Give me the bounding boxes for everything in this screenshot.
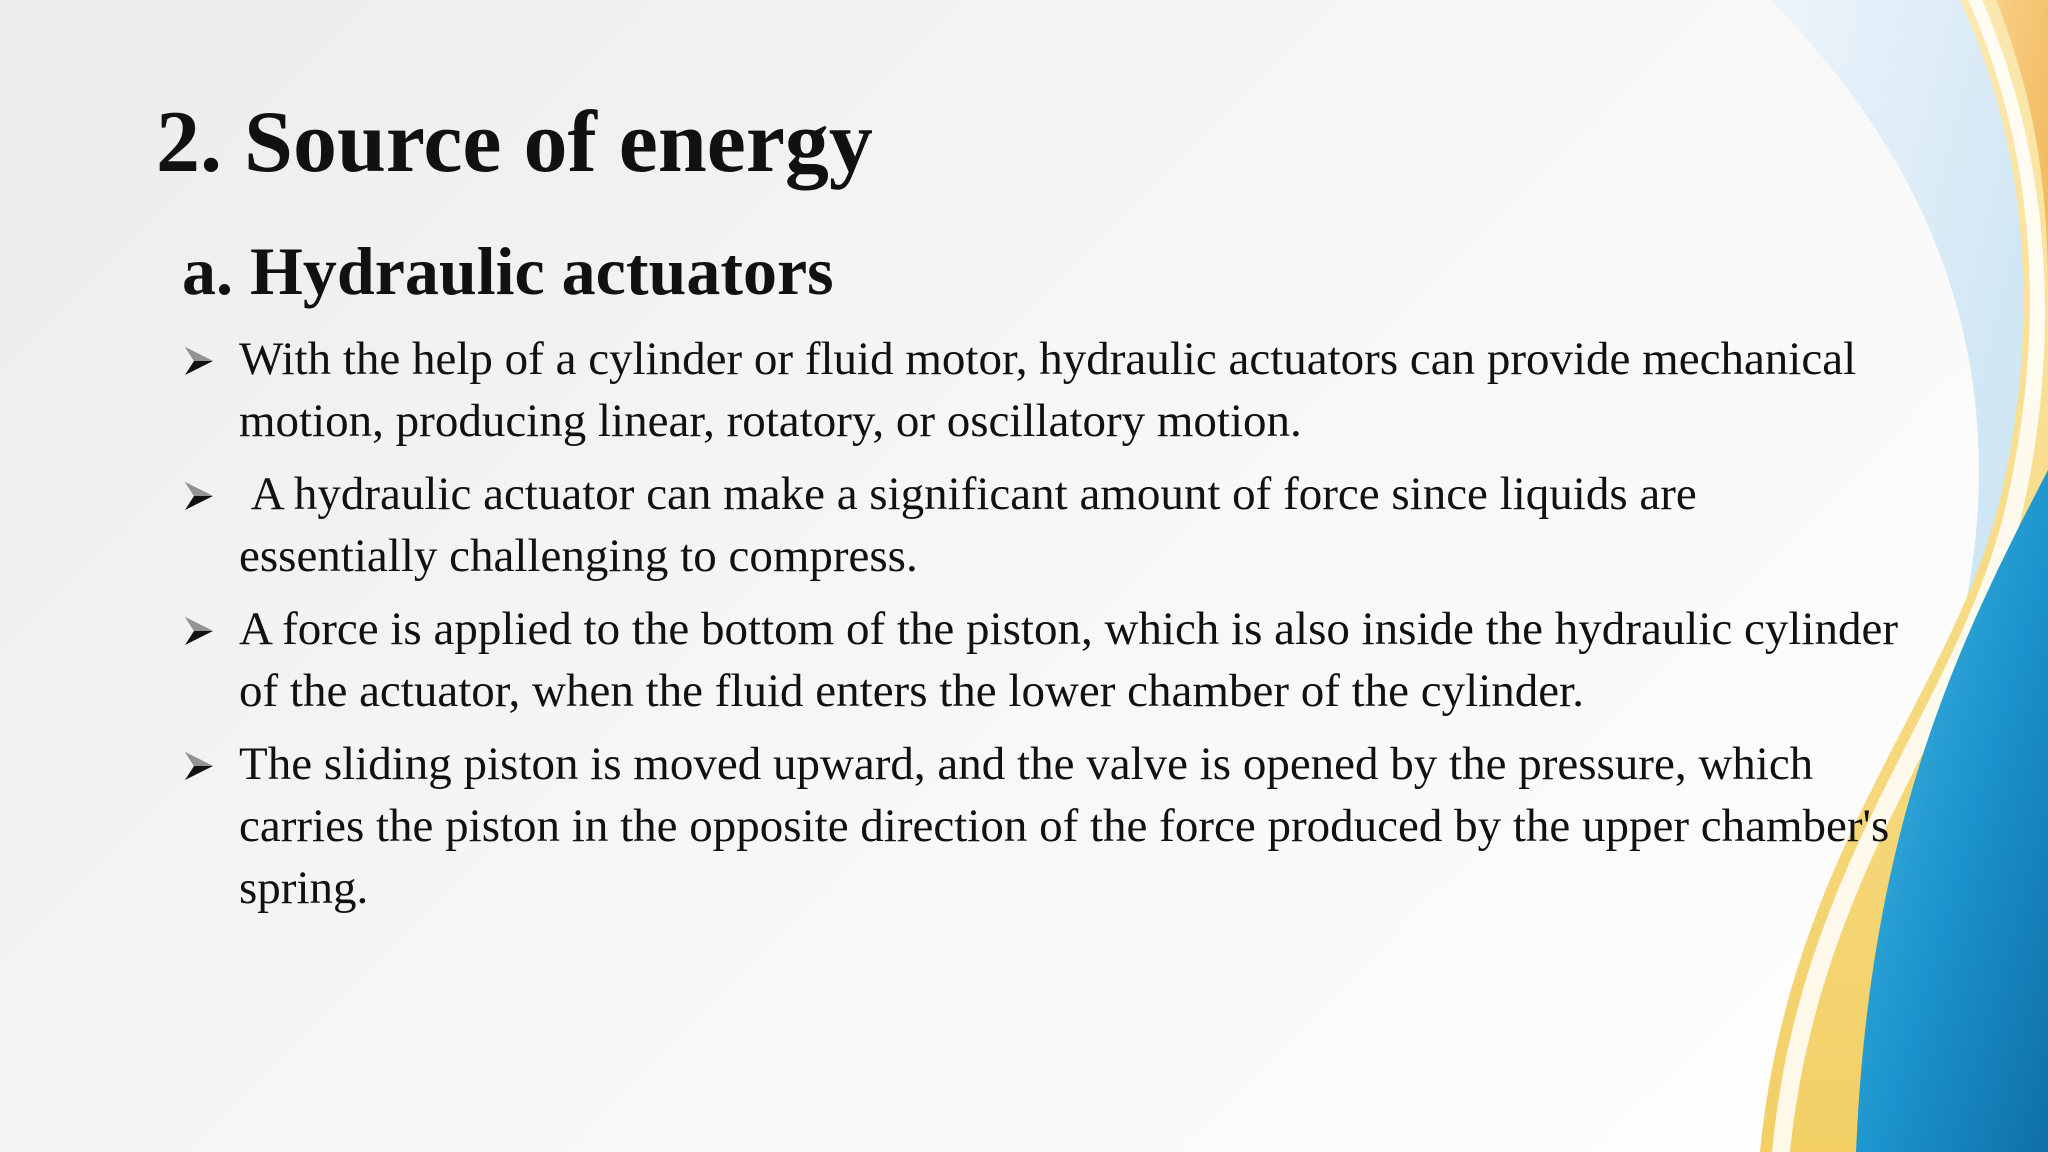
- bullet-item: [182, 463, 1902, 587]
- section-subtitle: a. Hydraulic actuators: [182, 233, 834, 309]
- bullet-list: [182, 328, 1902, 930]
- bullet-text: With the help of a cylinder or fluid motor, hydraulic actuators can provide mechanical motion, producing linear, rotatory, or oscillatory motion.: [239, 333, 1857, 447]
- bullet-item: [182, 598, 1902, 722]
- bullet-text: A hydraulic actuator can make a significant amount of force since liquids are essentially challenging to compress.: [239, 468, 1709, 582]
- arrow-bullet-icon: [182, 749, 216, 783]
- bullet-text: A force is applied to the bottom of the piston, which is also inside the hydraulic cylinder of the actuator, when the fluid enters the lower chamber of the cylinder.: [239, 603, 1899, 717]
- bullet-text: The sliding piston is moved upward, and the valve is opened by the pressure, which carries the piston in the opposite direction of the force produced by the upper chamber's spring.: [239, 738, 1890, 914]
- bullet-item: [182, 733, 1902, 919]
- arrow-bullet-icon: [182, 614, 216, 648]
- slide-title: 2. Source of energy: [156, 94, 873, 191]
- bullet-item: [182, 328, 1902, 452]
- arrow-bullet-icon: [182, 479, 216, 513]
- arrow-bullet-icon: [182, 344, 216, 378]
